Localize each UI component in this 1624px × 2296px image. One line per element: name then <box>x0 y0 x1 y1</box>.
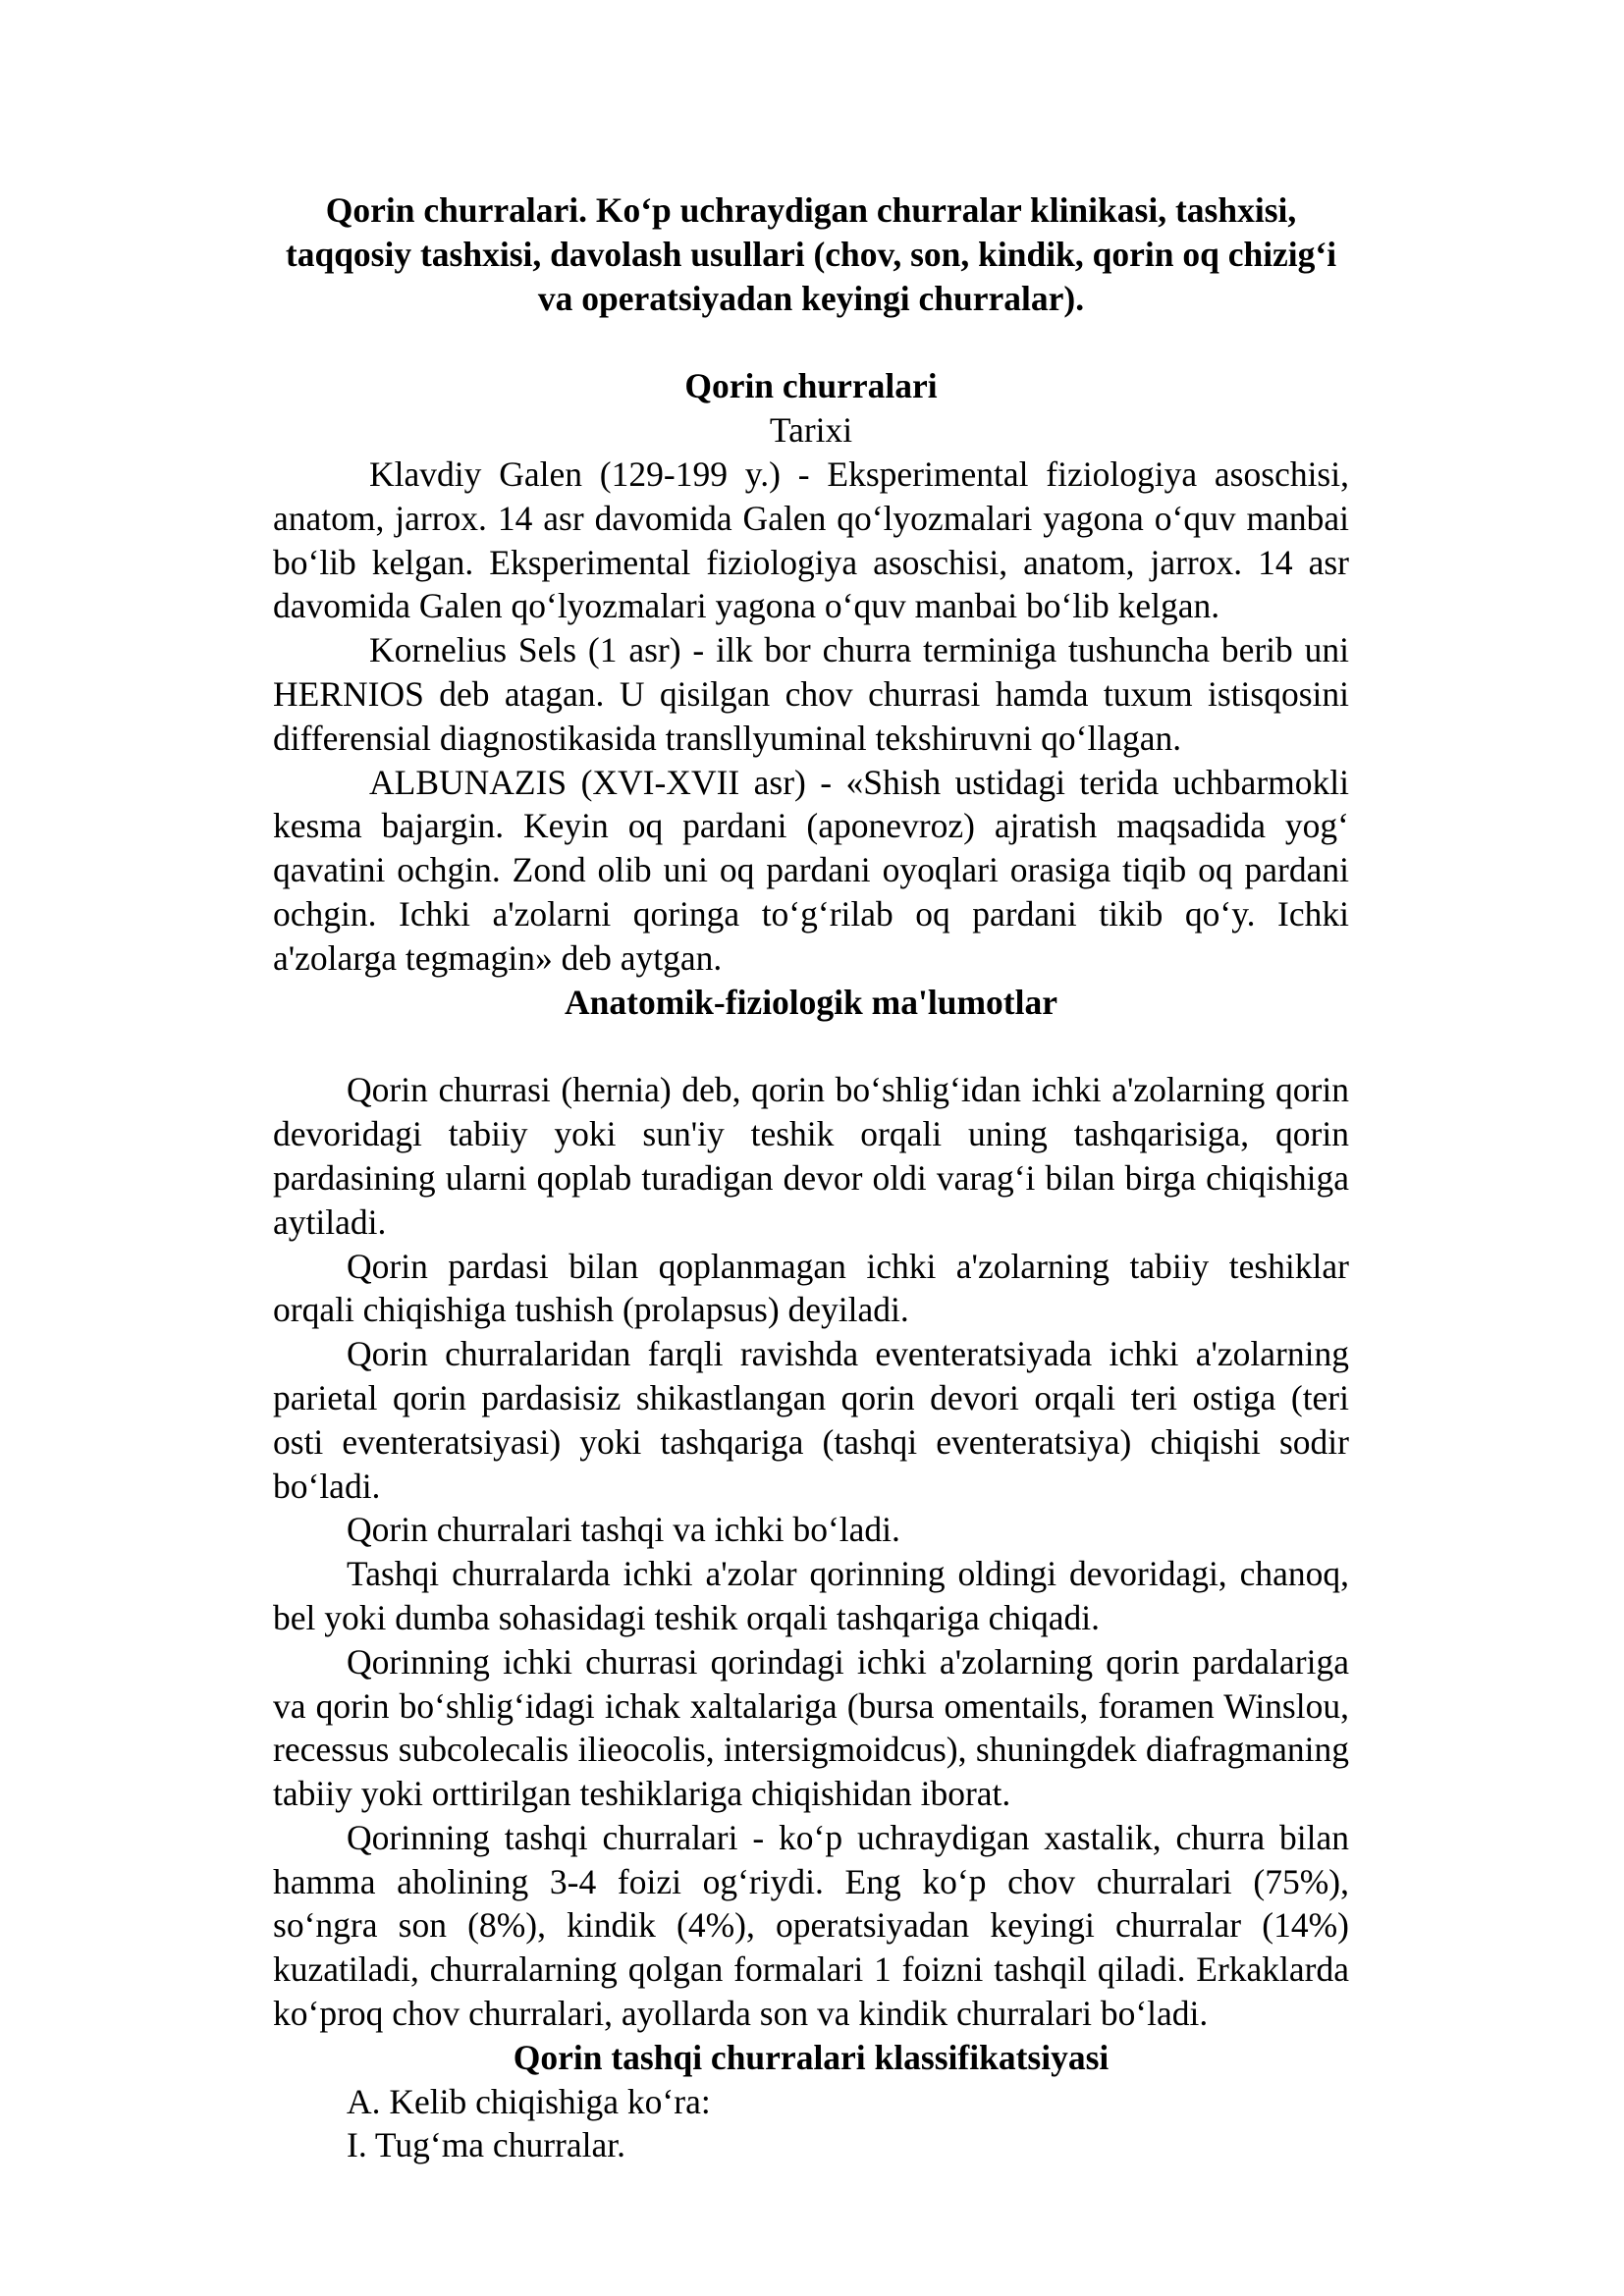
spacer <box>273 320 1349 364</box>
history-subheading: Tarixi <box>769 410 853 451</box>
document-page <box>273 188 1349 2167</box>
anatomy-paragraph: Qorin churrasi (hernia) deb, qorin bo‘shlig‘idan ichki a'zolarning qorin devoridagi tabiiy yoki sun'iy teshik orqali uning tashqarisiga, qorin pardasining ularni qoplab turadigan devor oldi varag‘i bilan birga chiqishiga aytiladi. <box>273 1070 1349 1242</box>
anatomy-paragraph: Qorinning ichki churrasi qorindagi ichki a'zolarning qorin pardalariga va qorin bo‘shlig‘idagi ichak xaltalariga (bursa omentails, foramen Winslou, recessus subcolecalis ilieocolis, intersigmoidcus), shuningdek diafragmaning tabiiy yoki orttirilgan teshiklariga chiqishidan iborat. <box>273 1641 1349 1814</box>
history-paragraph: ALBUNAZIS (XVI-XVII asr) - «Shish ustidagi terida uchbarmokli kesma bajargin. Keyin oq pardani (aponevroz) ajratish maqsadida yog‘ qavatini ochgin. Zond olib uni oq pardani oyoqlari orasiga tiqib oq pardani ochgin. Ichki a'zolarni qoringa to‘g‘rilab oq pardani tikib qo‘y. Ichki a'zolarga tegmagin» deb aytgan. <box>273 762 1349 978</box>
anatomy-paragraph: Qorinning tashqi churralari - ko‘p uchraydigan xastalik, churra bilan hamma aholining 3-4 foizi og‘riydi. Eng ko‘p chov churralari (75%), so‘ngra son (8%), kindik (4%), operatsiyadan keyingi churralar (14%) kuzatiladi, churralarning qolgan formalari 1 foizni tashqil qiladi. Erkaklarda ko‘proq chov churralari, ayollarda son va kindik churralari bo‘ladi. <box>273 1817 1349 2034</box>
history-heading: Qorin churralari <box>684 366 938 406</box>
anatomy-paragraph: Qorin churralaridan farqli ravishda eventeratsiyada ichki a'zolarning parietal qorin pardasisiz shikastlangan qorin devori orqali teri ostiga (teri osti eventeratsiyasi) yoki tashqariga (tashqi eventeratsiya) chiqishi sodir bo‘ladi. <box>273 1334 1349 1506</box>
spacer <box>273 1024 1349 1068</box>
history-paragraph: Kornelius Sels (1 asr) - ilk bor churra terminiga tushuncha berib uni HERNIOS deb atagan. U qisilgan chov churrasi hamda tuxum istisqosini differensial diagnostikasida transllyuminal tekshiruvni qo‘llagan. <box>273 630 1349 758</box>
anatomy-heading: Anatomik-fiziologik ma'lumotlar <box>565 982 1057 1022</box>
classification-line: A. Kelib chiqishiga ko‘ra: <box>347 2081 711 2121</box>
classification-line: I. Tug‘ma churralar. <box>347 2125 625 2165</box>
history-paragraph: Klavdiy Galen (129-199 y.) - Eksperimental fiziologiya asoschisi, anatom, jarrox. 14 asr davomida Galen qo‘lyozmalari yagona o‘quv manbai bo‘lib kelgan. Eksperimental fiziologiya asoschisi, anatom, jarrox. 14 asr davomida Galen qo‘lyozmalari yagona o‘quv manbai bo‘lib kelgan. <box>273 454 1349 626</box>
anatomy-paragraph: Qorin churralari tashqi va ichki bo‘ladi. <box>347 1510 900 1550</box>
anatomy-paragraph: Qorin pardasi bilan qoplanmagan ichki a'zolarning tabiiy teshiklar orqali chiqishiga tushish (prolapsus) deyiladi. <box>273 1246 1349 1330</box>
document-title: Qorin churralari. Ko‘p uchraydigan churralar klinikasi, tashxisi, taqqosiy tashxisi, davolash usullari (chov, son, kindik, qorin oq chizig‘i va operatsiyadan keyingi churralar). <box>285 190 1337 318</box>
classification-heading: Qorin tashqi churralari klassifikatsiyasi <box>513 2037 1110 2077</box>
anatomy-paragraph: Tashqi churralarda ichki a'zolar qorinning oldingi devoridagi, chanoq, bel yoki dumba sohasidagi teshik orqali tashqariga chiqadi. <box>273 1554 1349 1637</box>
